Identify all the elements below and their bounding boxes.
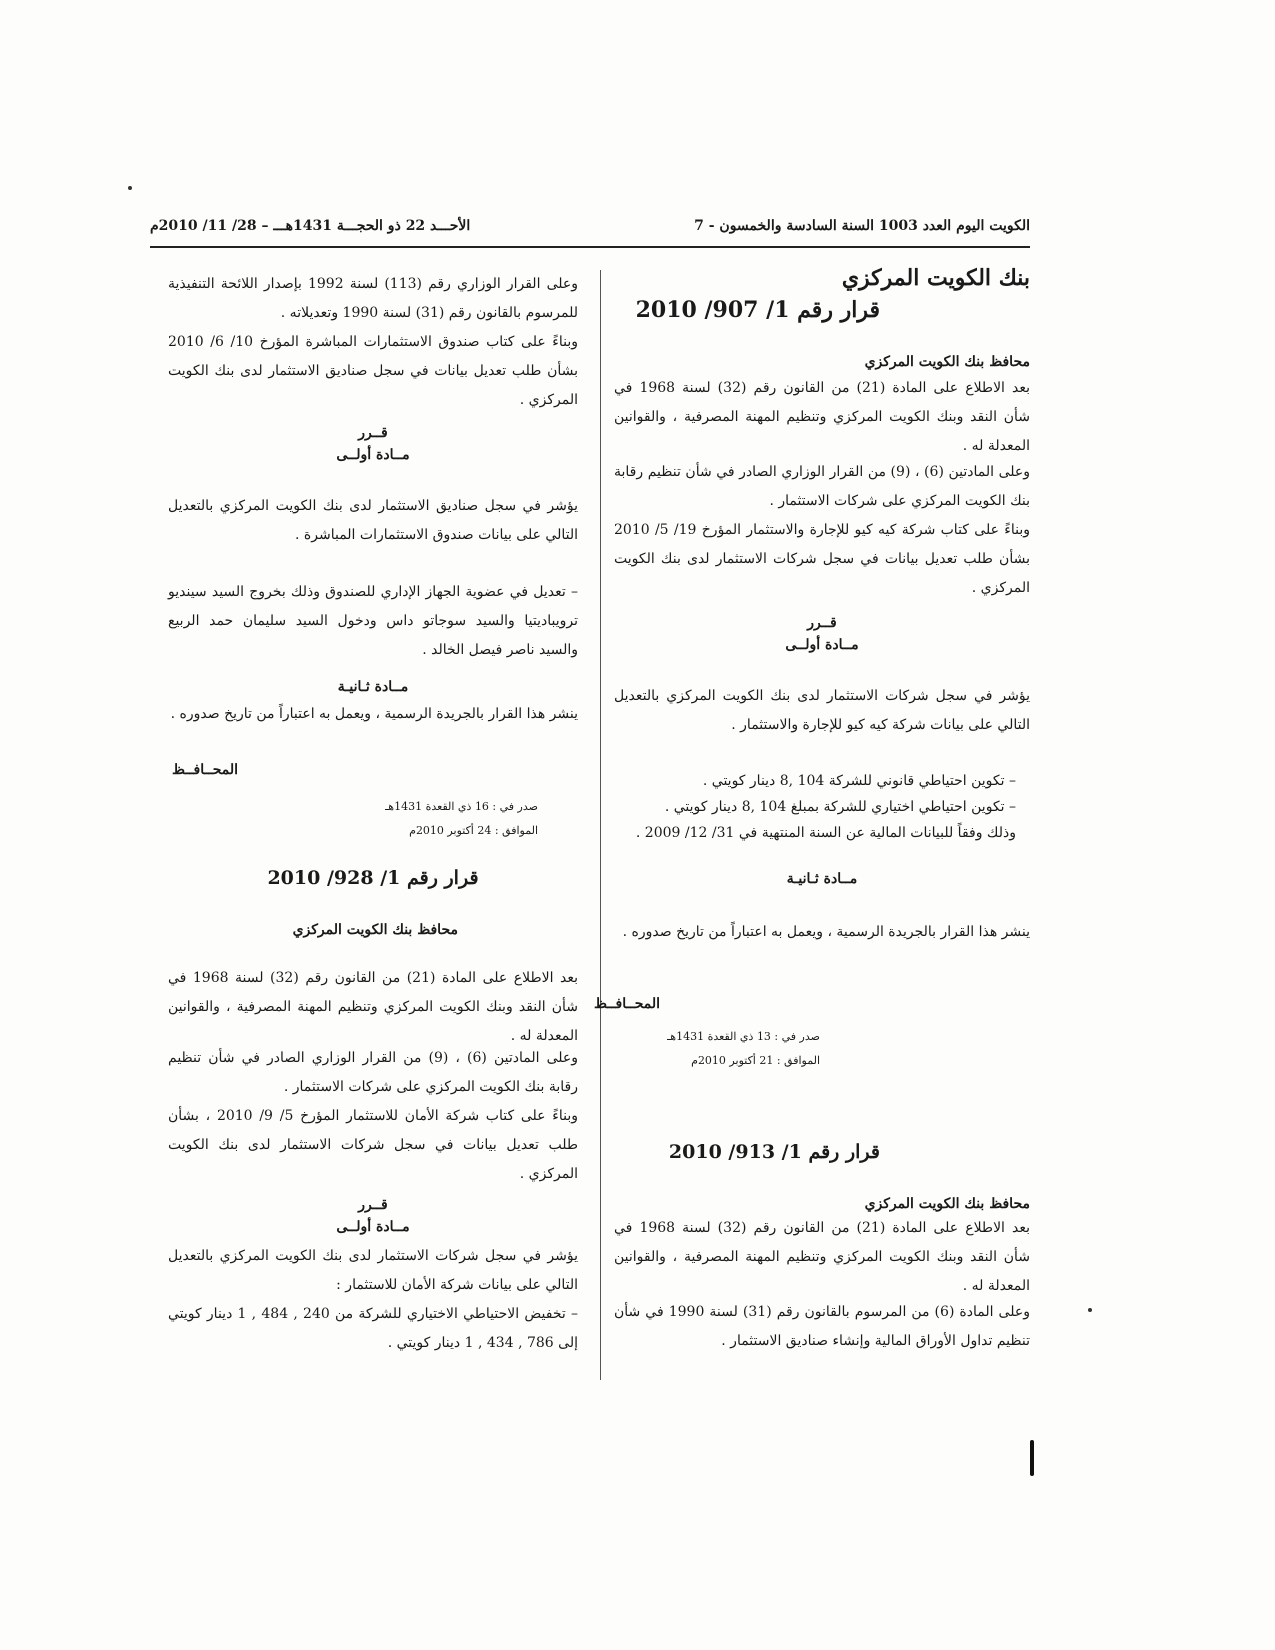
fund-corresponding: الموافق : 24 أكتوبر 2010م	[409, 824, 538, 837]
decision-907-item-3: وذلك وفقاً للبيانات المالية عن السنة المنتهية في 31/ 12/ 2009 .	[635, 825, 1016, 841]
fund-article-1-heading: مــادة أولــى	[336, 447, 410, 463]
scan-speck	[1088, 1308, 1092, 1312]
decision-907-preamble-3: وبناءً على كتاب شركة كيه كيو للإجارة والاستثمار المؤرخ 19/ 5/ 2010 بشأن طلب تعديل بيانات في سجل شركات الاستثمار لدى بنك الكويت المركزي .	[614, 522, 1030, 596]
fund-article-1-text: يؤشر في سجل صناديق الاستثمار لدى بنك الكويت المركزي بالتعديل التالي على بيانات صندوق الاستثمارات المباشرة .	[168, 498, 578, 543]
scan-speck	[128, 186, 132, 190]
fund-article-2-text: ينشر هذا القرار بالجريدة الرسمية ، ويعمل به اعتباراً من تاريخ صدوره .	[170, 706, 578, 722]
fund-governor: المحــافــظ	[172, 762, 238, 778]
header-issue-info: الكويت اليوم العدد 1003 السنة السادسة والخمسون - 7	[694, 218, 1030, 234]
decision-928-article-1-heading: مــادة أولــى	[336, 1219, 410, 1235]
decision-907-item-1: – تكوين احتياطي قانوني للشركة 104 ,8 دينار كويتي .	[702, 773, 1016, 789]
decision-907-item-2: – تكوين احتياطي اختياري للشركة بمبلغ 104 ,8 دينار كويتي .	[664, 799, 1016, 815]
decision-913-subtitle: محافظ بنك الكويت المركزي	[864, 1196, 1030, 1212]
decision-907-preamble-1: بعد الاطلاع على المادة (21) من القانون رقم (32) لسنة 1968 في شأن النقد وبنك الكويت المركزي وتنظيم المهنة المصرفية ، والقوانين المعدلة له .	[614, 380, 1030, 454]
decision-928-preamble-2: وعلى المادتين (6) ، (9) من القرار الوزاري الصادر في شأن تنظيم رقابة بنك الكويت المركزي على شركات الاستثمار .	[168, 1050, 579, 1095]
decision-907-decides: قــرر	[807, 615, 837, 631]
header-date: الأحـــد 22 ذو الحجـــة 1431هـــ – 28/ 11/ 2010م	[150, 218, 471, 234]
bank-title: بنك الكويت المركزي	[841, 265, 1030, 291]
decision-928-title: قرار رقم 1/ 928/ 2010	[267, 867, 479, 889]
decision-913-preamble-1: بعد الاطلاع على المادة (21) من القانون رقم (32) لسنة 1968 في شأن النقد وبنك الكويت المركزي وتنظيم المهنة المصرفية ، والقوانين المعدلة له .	[614, 1220, 1030, 1294]
decision-928-decides: قــرر	[358, 1197, 388, 1213]
fund-article-1-item: – تعديل في عضوية الجهاز الإداري للصندوق وذلك بخروج السيد سينديو ترويباديتيا والسيد سوجاتو داس ودخول السيد سليمان حمد الربيع والسيد ناصر فيصل الخالد .	[168, 584, 578, 658]
decision-907-issued: صدر في : 13 ذي القعدة 1431هـ	[667, 1030, 820, 1043]
decision-928-preamble-1: بعد الاطلاع على المادة (21) من القانون رقم (32) لسنة 1968 في شأن النقد وبنك الكويت المركزي وتنظيم المهنة المصرفية ، والقوانين المعدلة له .	[168, 970, 578, 1044]
header-rule	[150, 246, 1030, 248]
decision-907-preamble-2: وعلى المادتين (6) ، (9) من القرار الوزاري الصادر في شأن تنظيم رقابة بنك الكويت المركزي على شركات الاستثمار .	[614, 464, 1031, 509]
decision-907-article-2-heading: مــادة ثـانيـة	[786, 871, 858, 887]
decision-928-article-1-text: يؤشر في سجل شركات الاستثمار لدى بنك الكويت المركزي بالتعديل التالي على بيانات شركة الأمان للاستثمار :	[168, 1248, 578, 1293]
decision-928-subtitle: محافظ بنك الكويت المركزي	[292, 922, 458, 938]
decision-907-article-1-heading: مــادة أولــى	[785, 637, 859, 653]
decision-907-article-2-text: ينشر هذا القرار بالجريدة الرسمية ، ويعمل به اعتباراً من تاريخ صدوره .	[622, 924, 1030, 940]
decision-928-preamble-3: وبناءً على كتاب شركة الأمان للاستثمار المؤرخ 5/ 9/ 2010 ، بشأن طلب تعديل بيانات في سجل شركات الاستثمار لدى بنك الكويت المركزي .	[168, 1108, 579, 1182]
decision-907-corresponding: الموافق : 21 أكتوبر 2010م	[691, 1054, 820, 1067]
decision-907-governor: المحــافــظ	[594, 996, 660, 1012]
fund-issued: صدر في : 16 ذي القعدة 1431هـ	[385, 800, 538, 813]
scan-edge-mark	[1030, 1440, 1034, 1476]
column-divider	[600, 270, 601, 1380]
decision-907-title: قرار رقم 1/ 907/ 2010	[635, 297, 880, 323]
fund-preamble-1: وعلى القرار الوزاري رقم (113) لسنة 1992 بإصدار اللائحة التنفيذية للمرسوم بالقانون رقم (31) لسنة 1990 وتعديلاته .	[168, 276, 578, 321]
page-header	[150, 216, 1030, 242]
fund-decides: قــرر	[358, 425, 388, 441]
decision-928-item-1: – تخفيض الاحتياطي الاختياري للشركة من 240 , 484 , 1 دينار كويتي إلى 786 , 434 , 1 دينار كويتي .	[168, 1306, 578, 1351]
decision-907-subtitle: محافظ بنك الكويت المركزي	[864, 354, 1030, 370]
decision-913-preamble-2: وعلى المادة (6) من المرسوم بالقانون رقم (31) لسنة 1990 في شأن تنظيم تداول الأوراق المالية وإنشاء صناديق الاستثمار .	[614, 1304, 1030, 1349]
decision-913-title: قرار رقم 1/ 913/ 2010	[668, 1141, 880, 1163]
fund-article-2-heading: مــادة ثـانيـة	[337, 679, 409, 695]
fund-preamble-2: وبناءً على كتاب صندوق الاستثمارات المباشرة المؤرخ 10/ 6/ 2010 بشأن طلب تعديل بيانات في سجل صناديق الاستثمار لدى بنك الكويت المركزي .	[168, 334, 578, 408]
decision-907-article-1-text: يؤشر في سجل شركات الاستثمار لدى بنك الكويت المركزي بالتعديل التالي على بيانات شركة كيه كيو للإجارة والاستثمار .	[614, 688, 1030, 733]
